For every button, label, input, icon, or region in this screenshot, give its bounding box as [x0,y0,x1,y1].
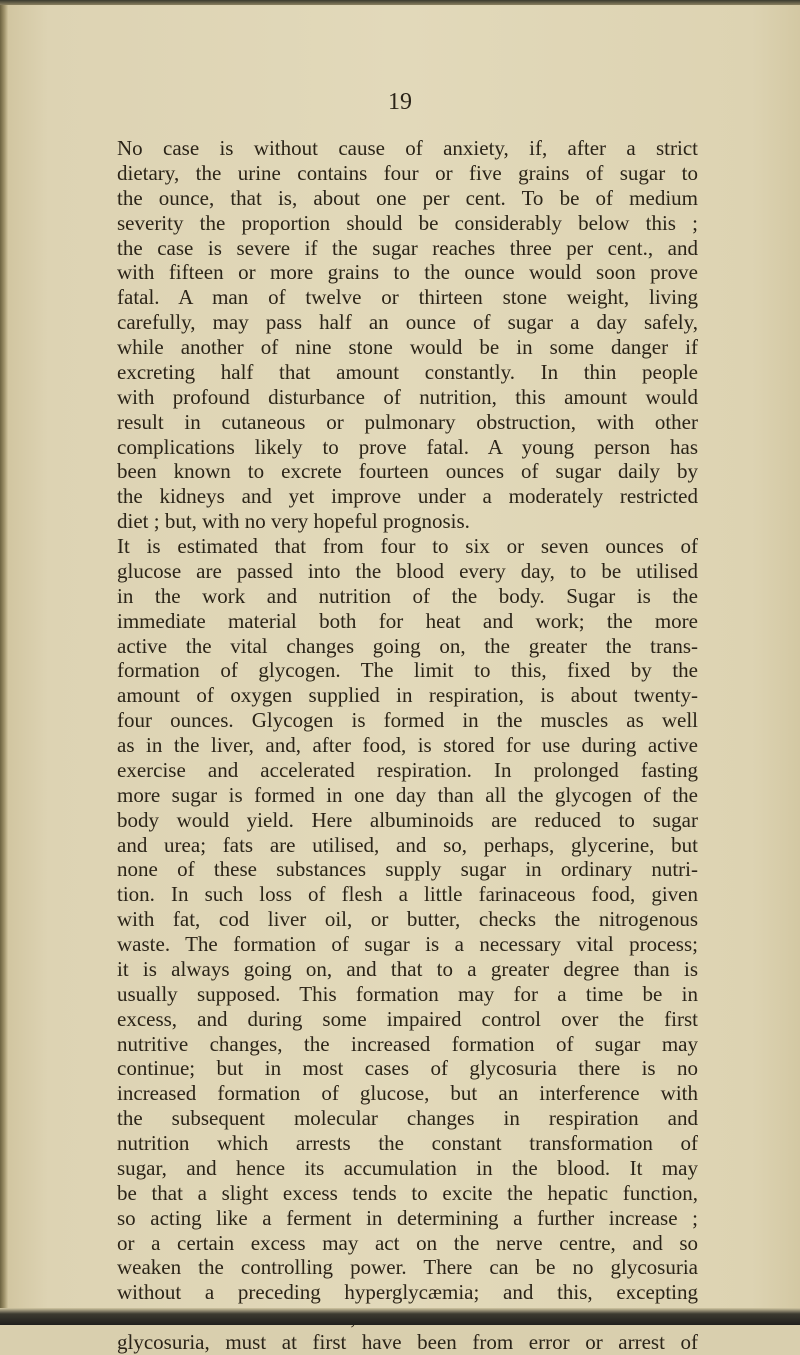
text-line: as in the liver, and, after food, is stored for use during active [117,733,698,757]
text-line: be that a slight excess tends to excite the hepatic function, [117,1180,698,1205]
text-line: with fat, cod liver oil, or butter, checks the nitrogenous [117,907,698,932]
text-line: sugar, and hence its accumulation in the blood. It may [117,1155,698,1180]
text-line: the case is severe if the sugar reaches three per cent., and [117,235,698,260]
text-line: with profound disturbance of nutrition, this amount would [117,384,698,409]
text-line: glucose are passed into the blood every day, to be utilised [117,558,698,583]
text-line: in the work and nutrition of the body. Sugar is the [117,583,698,608]
text-line: and urea; fats are utilised, and so, perhaps, glycerine, but [117,832,698,857]
text-line: No case is without cause of anxiety, if, after a strict [117,136,698,160]
text-line: the ounce, that is, about one per cent. To be of medium [117,185,698,210]
text-line: more sugar is formed in one day than all the glycogen of the [117,782,698,807]
text-line: result in cutaneous or pulmonary obstruction, with other [117,409,698,434]
text-line: severity the proportion should be considerably below this ; [117,210,698,235]
text-line: complications likely to prove fatal. A young person has [117,434,698,459]
text-line: It is estimated that from four to six or seven ounces of [117,534,698,558]
page-bottom-edge [0,1308,800,1325]
text-line: four ounces. Glycogen is formed in the muscles as well [117,708,698,733]
text-line: tion. In such loss of flesh a little farinaceous food, given [117,882,698,907]
text-line: diet ; but, with no very hopeful prognosis. [117,509,470,534]
page-gutter-shadow [0,0,8,1325]
text-line: continue; but in most cases of glycosuria there is no [117,1056,698,1081]
text-line: body would yield. Here albuminoids are reduced to sugar [117,807,698,832]
text-line: nutritive changes, the increased formation of sugar may [117,1031,698,1056]
text-line: it is always going on, and that to a greater degree than is [117,956,698,981]
text-line: none of these substances supply sugar in ordinary nutri- [117,857,698,882]
text-line: exercise and accelerated respiration. In prolonged fasting [117,757,698,782]
text-line: weaken the controlling power. There can be no glycosuria [117,1255,698,1280]
text-line: nutrition which arrests the constant transformation of [117,1131,698,1155]
text-line: without a preceding hyperglycæmia; and this, excepting [117,1280,698,1305]
text-line: excess, and during some impaired control over the first [117,1006,698,1031]
text-line: or a certain excess may act on the nerve centre, and so [117,1230,698,1255]
text-line: active the vital changes going on, the greater the trans- [117,633,698,658]
text-line: so acting like a ferment in determining a further increase ; [117,1205,698,1230]
text-line: been known to excrete fourteen ounces of sugar daily by [117,459,698,484]
body-text [117,136,698,1355]
text-line: carefully, may pass half an ounce of sugar a day safely, [117,310,698,335]
text-line: while another of nine stone would be in some danger if [117,335,698,359]
page-number: 19 [388,89,412,115]
text-line: usually supposed. This formation may for a time be in [117,981,698,1006]
text-line: waste. The formation of sugar is a necessary vital process; [117,932,698,956]
text-line: glycosuria, must at first have been from error or arrest of [117,1330,698,1354]
text-line: the subsequent molecular changes in respiration and [117,1106,698,1131]
text-line: increased formation of glucose, but an interference with [117,1081,698,1106]
text-line: formation of glycogen. The limit to this, fixed by the [117,658,698,683]
text-line: amount of oxygen supplied in respiration, is about twenty- [117,683,698,708]
text-line: the kidneys and yet improve under a moderately restricted [117,484,698,509]
text-line: fatal. A man of twelve or thirteen stone weight, living [117,285,698,310]
page-top-edge [0,0,800,5]
text-line: dietary, the urine contains four or five grains of sugar to [117,160,698,185]
text-line: with fifteen or more grains to the ounce would soon prove [117,260,698,285]
text-line: excreting half that amount constantly. In thin people [117,359,698,384]
text-line: immediate material both for heat and work; the more [117,608,698,633]
